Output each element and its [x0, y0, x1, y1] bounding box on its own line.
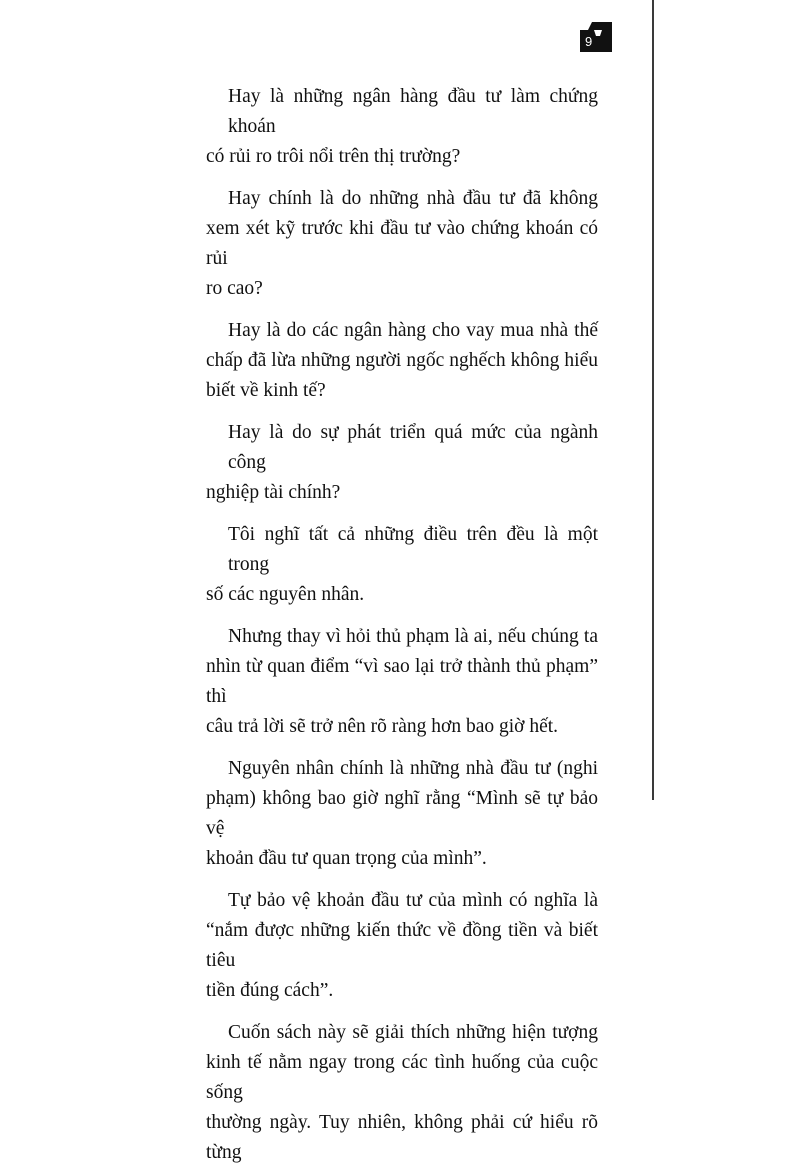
- text-line: nghiệp tài chính?: [206, 482, 341, 503]
- text-line: Hay là do các ngân hàng cho vay mua nhà thế: [228, 320, 598, 341]
- page-number: 9: [585, 34, 593, 49]
- paragraph: [206, 754, 598, 874]
- paragraph: [206, 622, 598, 742]
- paragraph: [206, 82, 598, 172]
- text-line: Hay là do sự phát triển quá mức của ngành công: [228, 422, 598, 473]
- paragraph: [206, 184, 598, 304]
- text-line: chấp đã lừa những người ngốc nghếch không hiểu: [206, 350, 598, 371]
- paragraph: [206, 316, 598, 406]
- body-text: [206, 82, 598, 1168]
- page-number-badge: [580, 22, 612, 52]
- text-line: “nắm được những kiến thức về đồng tiền và biết tiêu: [206, 920, 598, 971]
- text-line: nhìn từ quan điểm “vì sao lại trở thành thủ phạm” thì: [206, 656, 598, 707]
- paragraph: [206, 418, 598, 508]
- text-line: số các nguyên nhân.: [206, 584, 365, 605]
- text-line: Tôi nghĩ tất cả những điều trên đều là một trong: [228, 524, 598, 575]
- text-line: kinh tế nằm ngay trong các tình huống của cuộc sống: [206, 1052, 598, 1103]
- text-line: xem xét kỹ trước khi đầu tư vào chứng khoán có rủi: [206, 218, 598, 269]
- text-line: câu trả lời sẽ trở nên rõ ràng hơn bao giờ hết.: [206, 716, 559, 737]
- paragraph: [206, 886, 598, 1006]
- text-line: Cuốn sách này sẽ giải thích những hiện tượng: [228, 1022, 598, 1043]
- text-line: Tự bảo vệ khoản đầu tư của mình có nghĩa là: [228, 890, 598, 911]
- text-line: Hay chính là do những nhà đầu tư đã không: [228, 188, 598, 209]
- text-line: biết về kinh tế?: [206, 380, 326, 401]
- text-line: thường ngày. Tuy nhiên, không phải cứ hiểu rõ từng: [206, 1112, 598, 1163]
- text-line: tiền đúng cách”.: [206, 980, 334, 1001]
- text-line: ro cao?: [206, 278, 263, 299]
- page-edge-divider: [652, 0, 654, 800]
- text-line: Hay là những ngân hàng đầu tư làm chứng khoán: [228, 86, 598, 137]
- paragraph: [206, 1018, 598, 1168]
- text-line: khoản đầu tư quan trọng của mình”.: [206, 848, 487, 869]
- text-line: có rủi ro trôi nổi trên thị trường?: [206, 146, 461, 167]
- text-line: Nhưng thay vì hỏi thủ phạm là ai, nếu chúng ta: [228, 626, 598, 647]
- text-line: Nguyên nhân chính là những nhà đầu tư (nghi: [228, 758, 598, 779]
- text-line: phạm) không bao giờ nghĩ rằng “Mình sẽ tự bảo vệ: [206, 788, 598, 839]
- paragraph: [206, 520, 598, 610]
